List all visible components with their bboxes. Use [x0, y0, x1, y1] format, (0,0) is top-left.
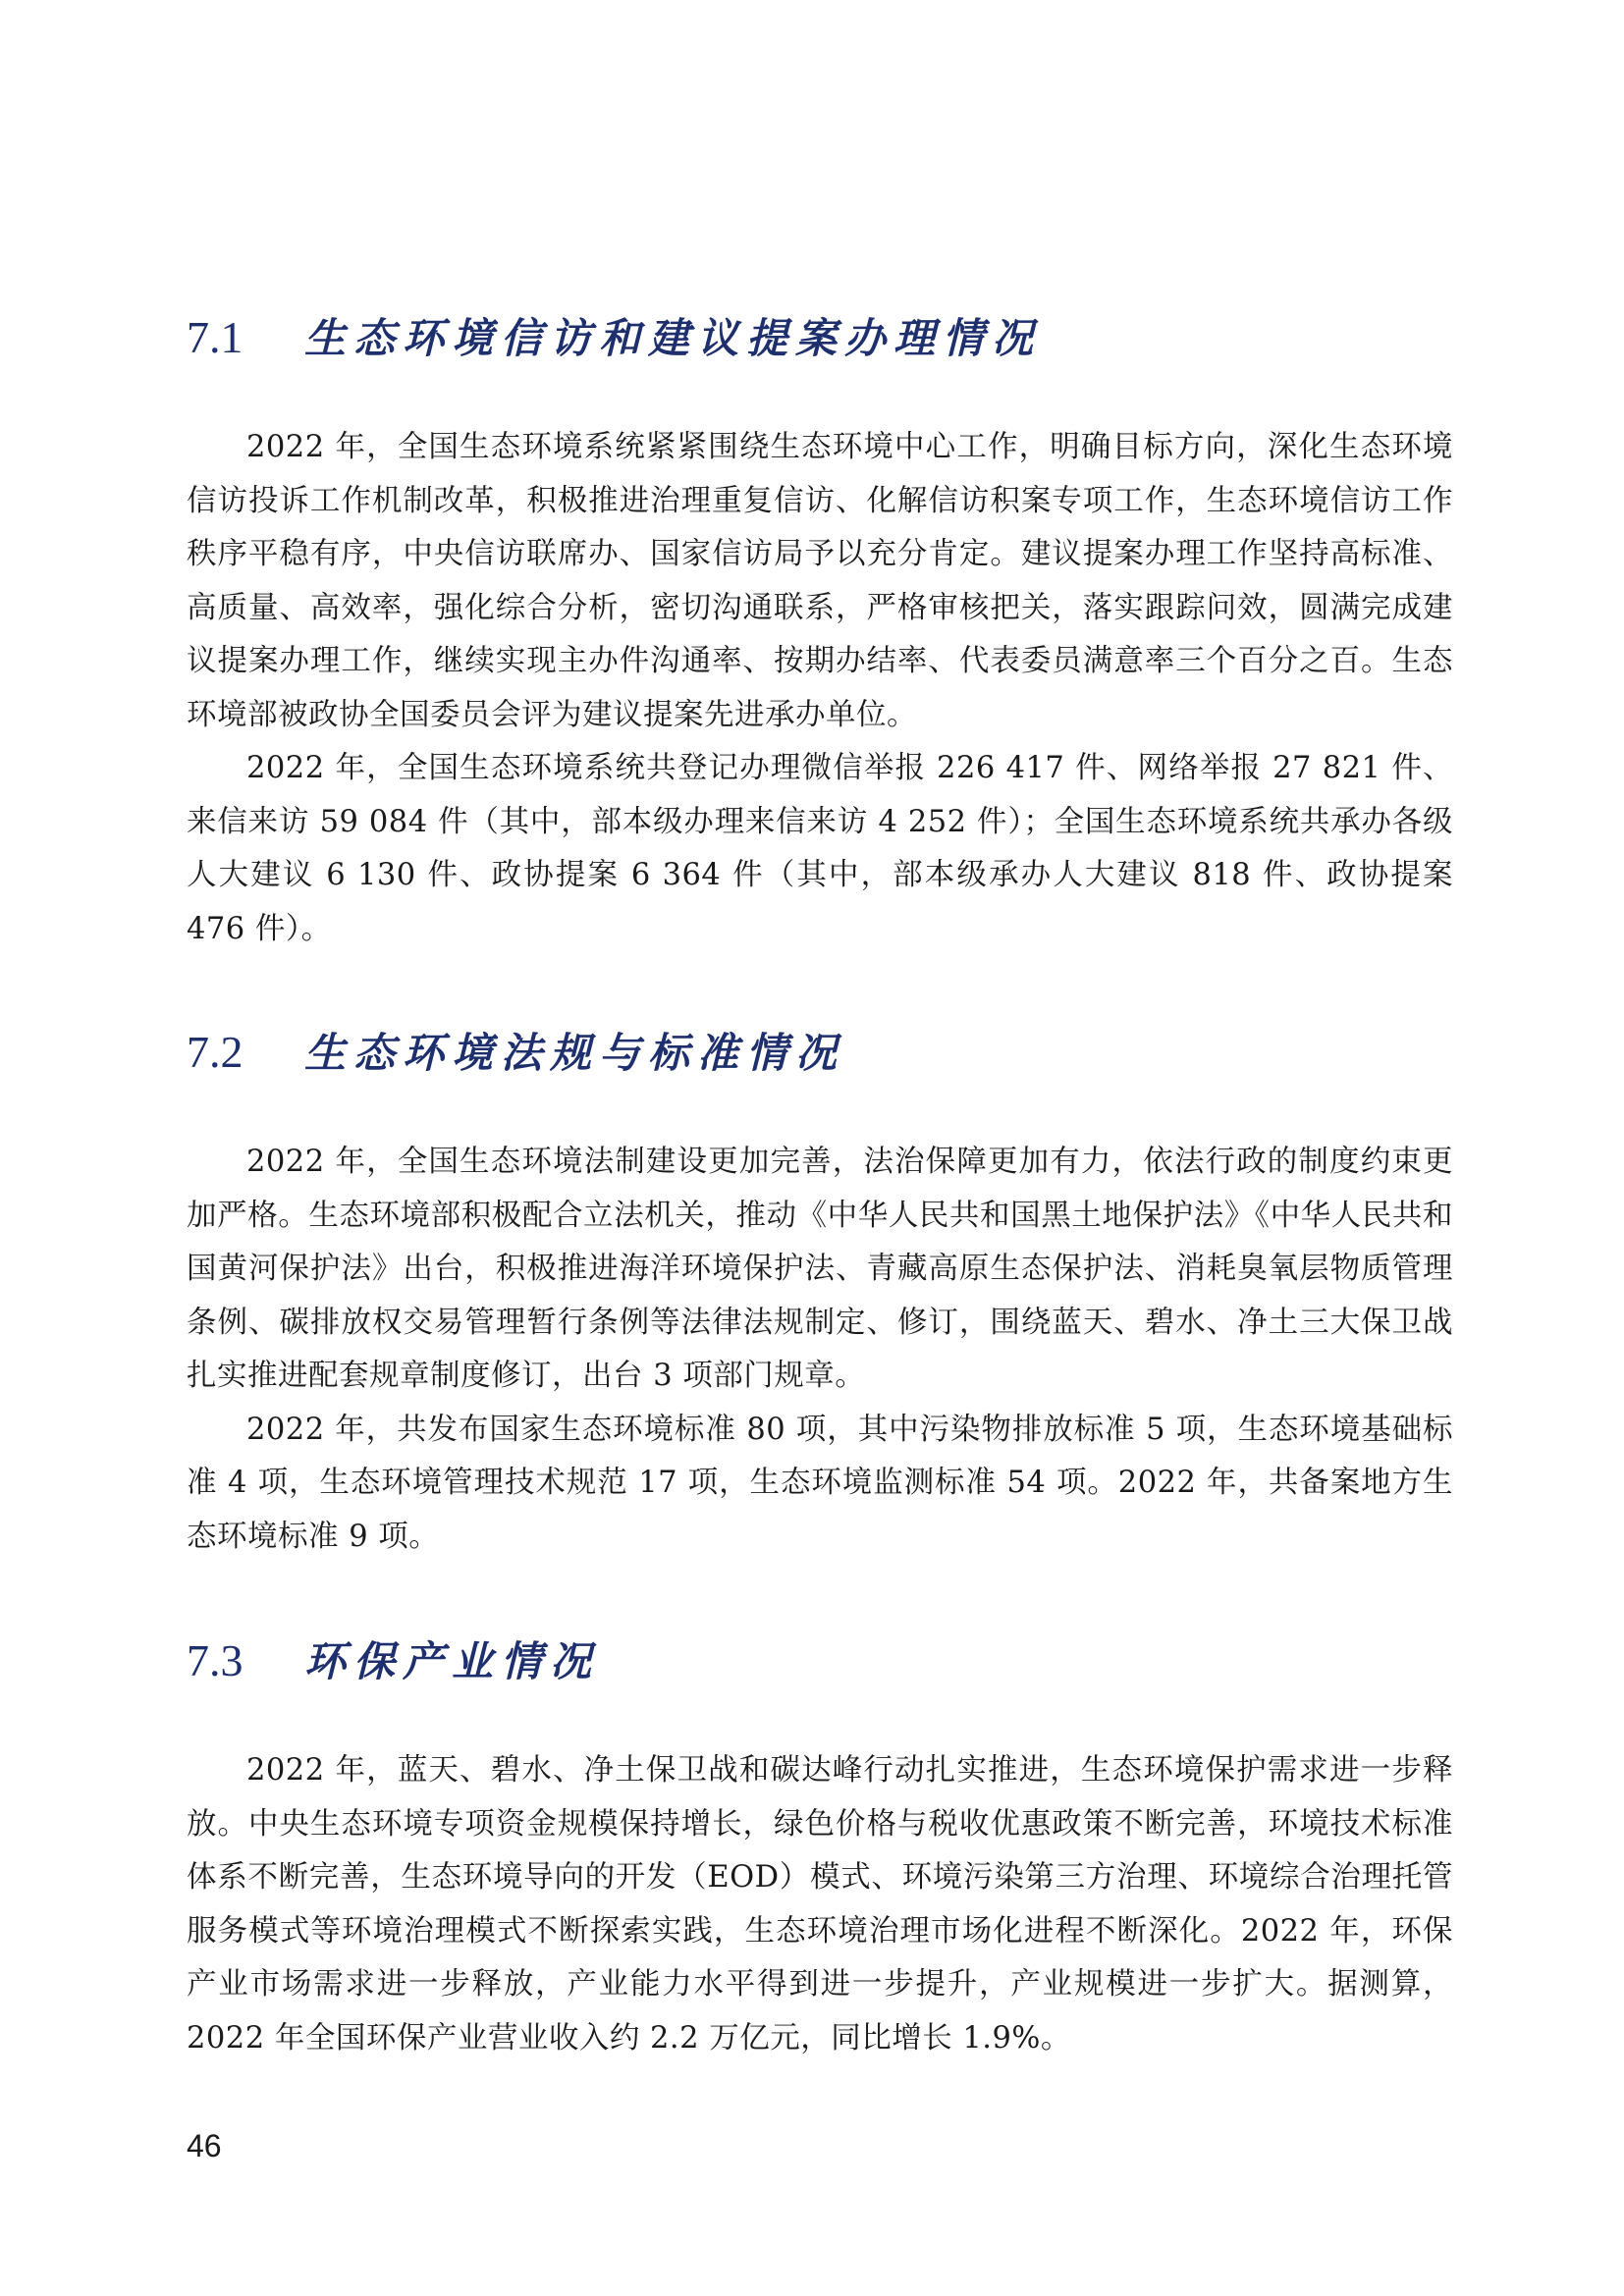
section-body-7-3 — [187, 1744, 1453, 2065]
section-number: 7.2 — [187, 1027, 244, 1077]
section-heading-7-1 — [187, 306, 1041, 365]
section-number: 7.3 — [187, 1635, 244, 1685]
section-title: 生态环境法规与标准情况 — [304, 1029, 845, 1077]
section-body-7-1 — [187, 421, 1453, 956]
paragraph: 2022 年，全国生态环境系统共登记办理微信举报 226 417 件、网络举报 27 821 件、来信来访 59 084 件（其中，部本级办理来信来访 4 252 件）；全国生态环境系统共承办各级人大建议 6 130 件、政协提案 6 364 件（其中，部本级承办人大建议 818 件、政协提案 476 件）。 — [187, 751, 1453, 946]
section-title: 环保产业情况 — [304, 1637, 600, 1685]
paragraph: 2022 年，共发布国家生态环境标准 80 项，其中污染物排放标准 5 项，生态环境基础标准 4 项，生态环境管理技术规范 17 项，生态环境监测标准 54 项。2022 年，共备案地方生态环境标准 9 项。 — [187, 1412, 1453, 1554]
paragraph: 2022 年，全国生态环境法制建设更加完善，法治保障更加有力，依法行政的制度约束更加严格。生态环境部积极配合立法机关，推动《中华人民共和国黑土地保护法》《中华人民共和国黄河保护法》出台，积极推进海洋环境保护法、青藏高原生态保护法、消耗臭氧层物质管理条例、碳排放权交易管理暂行条例等法律法规制定、修订，围绕蓝天、碧水、净土三大保卫战扎实推进配套规章制度修订，出台 3 项部门规章。 — [187, 1145, 1453, 1393]
paragraph: 2022 年，蓝天、碧水、净土保卫战和碳达峰行动扎实推进，生态环境保护需求进一步释放。中央生态环境专项资金规模保持增长，绿色价格与税收优惠政策不断完善，环境技术标准体系不断完善，生态环境导向的开发（EOD）模式、环境污染第三方治理、环境综合治理托管服务模式等环境治理模式不断探索实践，生态环境治理市场化进程不断深化。2022 年，环保产业市场需求进一步释放，产业能力水平得到进一步提升，产业规模进一步扩大。据测算，2022 年全国环保产业营业收入约 2.2 万亿元，同比增长 1.9%。 — [187, 1753, 1453, 2056]
section-title: 生态环境信访和建议提案办理情况 — [304, 314, 1042, 362]
paragraph: 2022 年，全国生态环境系统紧紧围绕生态环境中心工作，明确目标方向，深化生态环境信访投诉工作机制改革，积极推进治理重复信访、化解信访积案专项工作，生态环境信访工作秩序平稳有序，中央信访联席办、国家信访局予以充分肯定。建议提案办理工作坚持高标准、高质量、高效率，强化综合分析，密切沟通联系，严格审核把关，落实跟踪问效，圆满完成建议提案办理工作，继续实现主办件沟通率、按期办结率、代表委员满意率三个百分之百。生态环境部被政协全国委员会评为建议提案先进承办单位。 — [187, 430, 1453, 732]
section-heading-7-3 — [187, 1629, 599, 1688]
page-number: 46 — [187, 2128, 222, 2163]
section-body-7-2 — [187, 1136, 1453, 1564]
section-heading-7-2 — [187, 1021, 844, 1080]
section-number: 7.1 — [187, 312, 244, 362]
